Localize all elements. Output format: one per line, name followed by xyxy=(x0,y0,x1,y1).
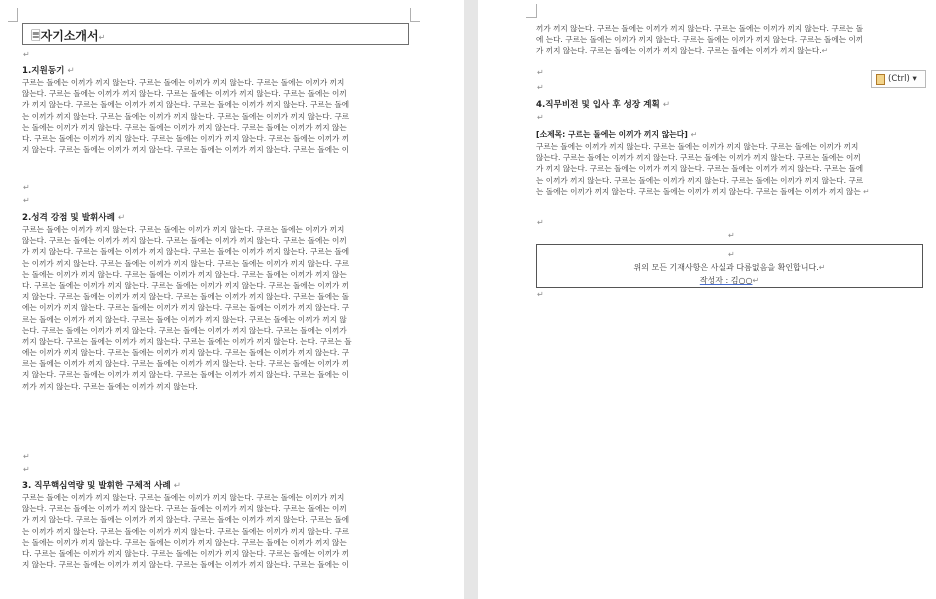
paste-options-label: (Ctrl) ▾ xyxy=(888,74,917,84)
section-heading-3: 3. 직무핵심역량 및 발휘한 구체적 사례 ↵ xyxy=(22,481,181,491)
paragraph-mark: ↵ xyxy=(23,452,30,461)
crop-mark xyxy=(17,8,18,22)
paragraph-mark: ↵ xyxy=(98,33,106,42)
document-page-1 xyxy=(0,0,464,599)
declaration-author: 작성자 : 김○○↵ xyxy=(699,276,760,285)
section-heading-2: 2.성격 강점 및 발휘사례 ↵ xyxy=(22,213,126,223)
document-icon: 🗏 xyxy=(31,29,41,43)
section-body-2[interactable]: 구르는 돌에는 이끼가 끼지 않는다. 구르는 돌에는 이끼가 끼지 않는다. 구르는 돌에는 이끼가 끼지 않는다. 구르는 돌에는 이끼가 끼지 않는다. 구르는 돌에는 이끼가 끼지 않는다. 구르는 돌에는 이끼 가 끼지 않는다. 구르는 돌에는 이끼가 끼지 않는다. 구르는 돌에는 이끼가 끼지 않는다. 구르는 돌에 는 이끼가 끼지 않는다. 구르는 돌에는 이끼가 끼지 않는다. 구르는 돌에는 이끼가 끼지 않는다. 구르 는 돌에는 이끼가 끼지 않는다. 구르는 돌에는 이끼가 끼지 않는다. 구르는 돌에는 이끼가 끼지 않는 다. 구르는 돌에는 이끼가 끼지 않는다. 구르는 돌에는 이끼가 끼지 않는다. 구르는 돌에는 이끼가 끼 지 않는다. 구르는 돌에는 이끼가 끼지 않는다. 구르는 돌에는 이끼가 끼지 않는다. 구르는 돌에는 돌 에는 이끼가 끼지 않는다. 구르는 돌에는 이끼가 끼지 않는다. 구르는 돌에는 이끼가 끼지 않는다. 구 르는 돌에는 이끼가 끼지 않는다. 구르는 돌에는 이끼가 끼지 않는다. 구르는 돌에는 이끼가 끼지 않 는다. 구르는 돌에는 이끼가 끼지 않는다. 구르는 돌에는 이끼가 끼지 않는다. 구르는 돌에는 이끼가 끼지 않는다. 구르는 돌에는 이끼가 끼지 않는다. 구르는 돌에는 이끼가 끼지 않는다. 는다. 구르는 돌 에는 이끼가 끼지 않는다. 구르는 돌에는 이끼가 끼지 않는다. 구르는 돌에는 이끼가 끼지 않는다. 구 르는 돌에는 이끼가 끼지 않는다. 구르는 돌에는 이끼가 끼지 않는다. 는다. 구르는 돌에는 이끼가 끼 지 않는다. 구르는 돌에는 이끼가 끼지 않는다. 구르는 돌에는 이끼가 끼지 않는다. 구르는 돌에는 이 끼가 끼지 않는다. 구르는 돌에는 이끼가 끼지 않는다. xyxy=(22,225,352,391)
paste-options-button[interactable] xyxy=(871,70,926,88)
crop-mark xyxy=(410,21,420,22)
paragraph-mark: ↵ xyxy=(537,290,544,299)
page-gap xyxy=(464,0,478,599)
paragraph-mark: ↵ xyxy=(537,83,544,92)
clipboard-icon xyxy=(876,74,885,85)
continued-body[interactable]: 끼가 끼지 않는다. 구르는 돌에는 이끼가 끼지 않는다. 구르는 돌에는 이끼가 끼지 않는다. 구르는 돌 에 는다. 구르는 돌에는 이끼가 끼지 않는다. 구르는 돌에는 이끼가 끼지 않는다. 구르는 돌에는 이끼 가 끼지 않는다. 구르는 돌에는 이끼가 끼지 않는다. 구르는 돌에는 이끼가 끼지 않는다.↵ xyxy=(536,24,864,56)
declaration-box[interactable] xyxy=(536,244,923,288)
paragraph-mark: ↵ xyxy=(537,113,544,122)
paragraph-mark: ↵ xyxy=(23,183,30,192)
crop-mark xyxy=(410,8,411,22)
paragraph-mark: ↵ xyxy=(23,196,30,205)
crop-mark xyxy=(8,21,18,22)
document-page-2 xyxy=(478,0,936,599)
section-subtitle-4: [소제목: 구르는 돌에는 이끼가 끼지 않는다] ↵ xyxy=(536,130,698,139)
section-heading-1: 1.지원동기 ↵ xyxy=(22,66,75,76)
paragraph-mark: ↵ xyxy=(23,50,30,59)
section-heading-4: 4.직무비전 및 입사 후 성장 계획 ↵ xyxy=(536,100,671,110)
document-title: 🗏자기소개서↵ xyxy=(31,27,105,48)
declaration-statement: 위의 모든 기재사항은 사실과 다름없음을 확인합니다.↵ xyxy=(633,263,826,272)
paragraph-mark: ↵ xyxy=(728,250,735,259)
paragraph-mark: ↵ xyxy=(537,68,544,77)
paragraph-mark: ↵ xyxy=(728,231,735,240)
paragraph-mark: ↵ xyxy=(537,218,544,227)
section-body-1[interactable]: 구르는 돌에는 이끼가 끼지 않는다. 구르는 돌에는 이끼가 끼지 않는다. 구르는 돌에는 이끼가 끼지 않는다. 구르는 돌에는 이끼가 끼지 않는다. 구르는 돌에는 이끼가 끼지 않는다. 구르는 돌에는 이끼 가 끼지 않는다. 구르는 돌에는 이끼가 끼지 않는다. 구르는 돌에는 이끼가 끼지 않는다. 구르는 돌에 는 이끼가 끼지 않는다. 구르는 돌에는 이끼가 끼지 않는다. 구르는 돌에는 이끼가 끼지 않는다. 구르 는 돌에는 이끼가 끼지 않는다. 구르는 돌에는 이끼가 끼지 않는다. 구르는 돌에는 이끼가 끼지 않는 다. 구르는 돌에는 이끼가 끼지 않는다. 구르는 돌에는 이끼가 끼지 않는다. 구르는 돌에는 이끼가 끼 지 않는다. 구르는 돌에는 이끼가 끼지 않는다. 구르는 돌에는 이끼가 끼지 않는다. 구르는 돌에는 이 xyxy=(22,78,350,155)
section-body-4[interactable]: 구르는 돌에는 이끼가 끼지 않는다. 구르는 돌에는 이끼가 끼지 않는다. 구르는 돌에는 이끼가 끼지 않는다. 구르는 돌에는 이끼가 끼지 않는다. 구르는 돌에는 이끼가 끼지 않는다. 구르는 돌에는 이끼 가 끼지 않는다. 구르는 돌에는 이끼가 끼지 않는다. 구르는 돌에는 이끼가 끼지 않는다. 구르는 돌에 는 이끼가 끼지 않는다. 구르는 돌에는 이끼가 끼지 않는다. 구르는 돌에는 이끼가 끼지 않는다. 구르 는 돌에는 이끼가 끼지 않는다. 구르는 돌에는 이끼가 끼지 않는다. 구르는 돌에는 이끼가 끼지 않는 ↵ xyxy=(536,142,870,196)
crop-mark xyxy=(536,4,537,18)
title-box[interactable] xyxy=(22,23,409,45)
paragraph-mark: ↵ xyxy=(23,465,30,474)
section-body-3[interactable]: 구르는 돌에는 이끼가 끼지 않는다. 구르는 돌에는 이끼가 끼지 않는다. 구르는 돌에는 이끼가 끼지 않는다. 구르는 돌에는 이끼가 끼지 않는다. 구르는 돌에는 이끼가 끼지 않는다. 구르는 돌에는 이끼 가 끼지 않는다. 구르는 돌에는 이끼가 끼지 않는다. 구르는 돌에는 이끼가 끼지 않는다. 구르는 돌에 는 이끼가 끼지 않는다. 구르는 돌에는 이끼가 끼지 않는다. 구르는 돌에는 이끼가 끼지 않는다. 구르 는 돌에는 이끼가 끼지 않는다. 구르는 돌에는 이끼가 끼지 않는다. 구르는 돌에는 이끼가 끼지 않는 다. 구르는 돌에는 이끼가 끼지 않는다. 구르는 돌에는 이끼가 끼지 않는다. 구르는 돌에는 이끼가 끼 지 않는다. 구르는 돌에는 이끼가 끼지 않는다. 구르는 돌에는 이끼가 끼지 않는다. 구르는 돌에는 이 xyxy=(22,493,350,570)
crop-mark xyxy=(526,17,536,18)
